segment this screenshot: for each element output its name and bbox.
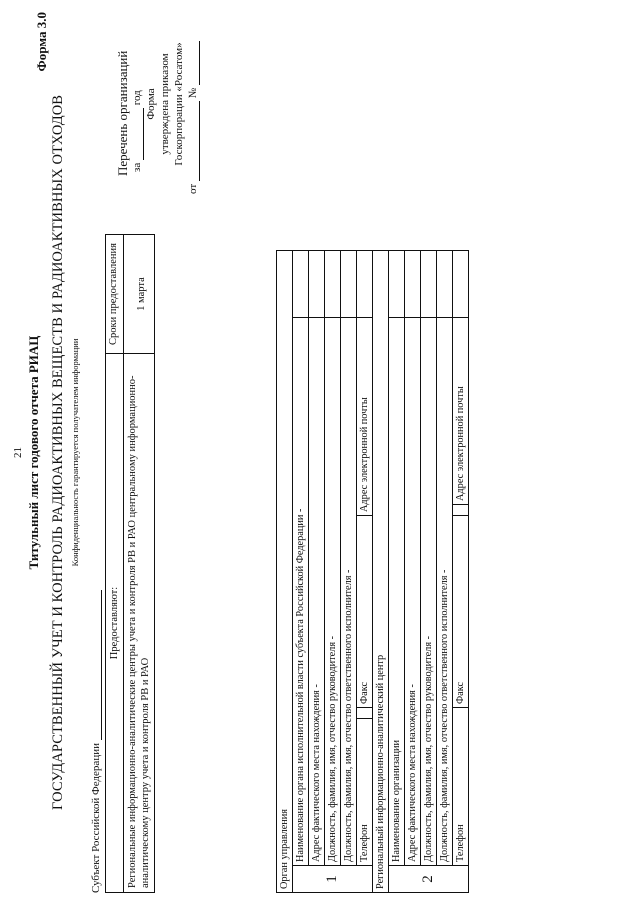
s1-executor: Должность, фамилия, имя, отчество ответственного исполнителя - [341, 318, 357, 866]
corporation-label: Госкорпорации «Росатом» [173, 42, 185, 166]
table-row [357, 251, 373, 893]
order-number-blank [189, 41, 200, 85]
order-ot: от [187, 183, 199, 194]
page-number: 21 [12, 447, 24, 458]
s2-address: Адрес фактического места нахождения - [405, 318, 421, 866]
grid-cell [421, 251, 437, 318]
deadline-value: 1 марта [136, 277, 147, 311]
table-row [309, 251, 325, 893]
subject-field [90, 590, 102, 893]
s1-address: Адрес фактического места нахождения - [309, 318, 325, 866]
table-row [405, 251, 421, 893]
grid-cell [357, 251, 373, 318]
subject-label: Субъект Российской Федерации [90, 743, 102, 893]
order-line [186, 14, 200, 194]
table-row [437, 251, 453, 893]
table-row [325, 251, 341, 893]
period-god: год [131, 90, 143, 106]
s2-fax: Факс [453, 516, 469, 708]
table-row [389, 251, 405, 893]
order-date-blank [189, 101, 200, 181]
approved-label: утверждена приказом [159, 53, 171, 155]
providers-header: Предоставляют: [106, 354, 124, 893]
order-no: № [187, 87, 199, 99]
form-title: Титульный лист годового отчета РИАЦ [26, 335, 41, 570]
grid-cell [325, 251, 341, 318]
table-row [421, 251, 437, 893]
grid-cell [437, 251, 453, 318]
grid-cell [309, 251, 325, 318]
table-row [453, 251, 469, 893]
grid-cell [293, 251, 309, 318]
deadline-cell [124, 235, 155, 354]
section2-title-row [373, 251, 389, 893]
grid-cell [389, 251, 405, 318]
grid-cell [405, 251, 421, 318]
organizations-list-block [116, 14, 200, 194]
period-line [130, 14, 144, 172]
s1-head: Должность, фамилия, имя, отчество руководителя - [325, 318, 341, 866]
s1-org-name: Наименование органа исполнительной власти субъекта Российской Федерации - [293, 318, 309, 866]
section1-title: Орган управления [277, 251, 293, 893]
rotated-form [6, 6, 634, 899]
period-za: за [131, 162, 143, 172]
organization-table [276, 250, 469, 893]
s1-phone: Телефон [357, 719, 373, 866]
main-heading: ГОСУДАРСТВЕННЫЙ УЧЕТ И КОНТРОЛЬ РАДИОАКТИВНЫХ ВЕЩЕСТВ И РАДИОАКТИВНЫХ ОТХОДОВ [50, 94, 66, 811]
section2-number: 2 [389, 866, 469, 893]
section1-number: 1 [293, 866, 373, 893]
s1-email: Адрес электронной почты [357, 318, 373, 516]
forma-label: Форма [145, 88, 157, 120]
period-blank [133, 108, 144, 160]
s2-org-name: Наименование организации [389, 318, 405, 866]
s2-head: Должность, фамилия, имя, отчество руководителя - [421, 318, 437, 866]
grid-cell [453, 505, 469, 516]
subject-blank-line [91, 590, 102, 740]
providers-text: Региональные информационно-аналитические центры учета и контроля РВ и РАО центральному информационно-аналитическому центру учета и контроля РВ и РАО [124, 354, 155, 893]
s2-phone: Телефон [453, 708, 469, 866]
confidentiality-note: Конфиденциальность гарантируется получателем информации [70, 338, 80, 567]
grid-cell [341, 251, 357, 318]
s1-fax: Факс [357, 516, 373, 708]
s2-executor: Должность, фамилия, имя, отчество ответственного исполнителя - [437, 318, 453, 866]
deadline-header: Сроки предоставления [106, 235, 124, 354]
form-label: Форма 3.0 [34, 12, 49, 72]
list-title: Перечень организаций [115, 50, 130, 176]
grid-cell [357, 708, 373, 719]
grid-cell [453, 251, 469, 318]
section1-title-row [277, 251, 293, 893]
s2-email: Адрес электронной почты [453, 318, 469, 505]
table-row [341, 251, 357, 893]
submission-table [105, 234, 155, 893]
section2-title: Региональный информационно-аналитический центр [373, 251, 389, 893]
table-row [293, 251, 309, 893]
